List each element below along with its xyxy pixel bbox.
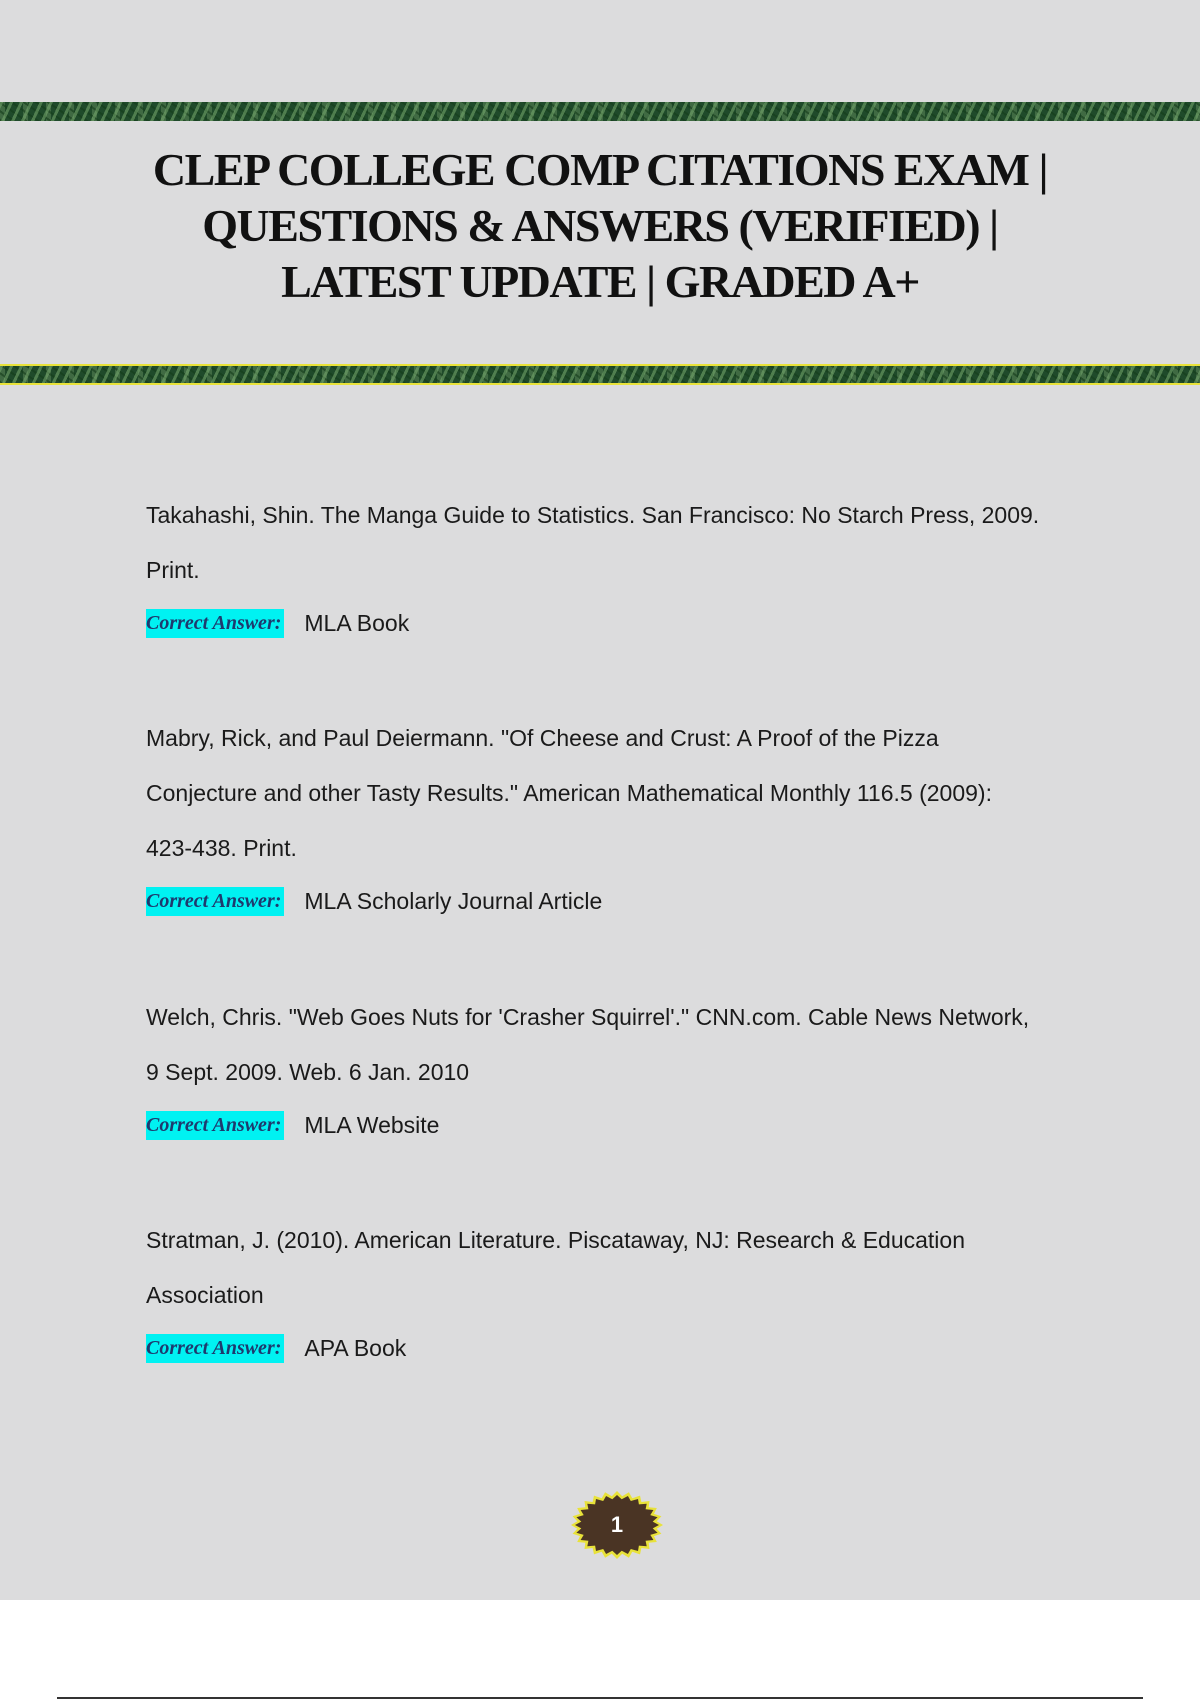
qa-item-2 [146, 711, 1106, 926]
answer-row [146, 876, 1106, 926]
correct-answer-label: Correct Answer: [146, 1334, 284, 1363]
correct-answer-label: Correct Answer: [146, 887, 284, 916]
question-line: Welch, Chris. "Web Goes Nuts for 'Crasher Squirrel'." CNN.com. Cable News Network, [146, 1004, 1030, 1030]
correct-answer-label: Correct Answer: [146, 609, 284, 638]
page-number-badge [570, 1490, 664, 1560]
question-text [146, 1213, 1106, 1323]
answer-row [146, 1323, 1106, 1373]
title-line: LATEST UPDATE | GRADED A+ [281, 256, 919, 307]
header-decorative-band-bottom [0, 364, 1200, 385]
question-line: Stratman, J. (2010). American Literature. Piscataway, NJ: Research & Education [146, 1227, 965, 1253]
correct-answer-label: Correct Answer: [146, 1111, 284, 1140]
qa-item-3 [146, 990, 1106, 1150]
header-decorative-band-top [0, 102, 1200, 121]
answer-row [146, 1100, 1106, 1150]
answer-row [146, 598, 1106, 648]
footer-divider [57, 1697, 1143, 1699]
question-line: 9 Sept. 2009. Web. 6 Jan. 2010 [146, 1059, 470, 1085]
question-line: Print. [146, 557, 200, 583]
qa-item-1 [146, 488, 1106, 648]
title-line: CLEP COLLEGE COMP CITATIONS EXAM | [152, 144, 1048, 195]
qa-item-4 [146, 1213, 1106, 1373]
question-line: Association [146, 1282, 264, 1308]
question-text [146, 711, 1106, 876]
page-number: 1 [610, 1512, 624, 1537]
question-line: 423-438. Print. [146, 835, 297, 861]
document-title [60, 142, 1140, 310]
question-line: Takahashi, Shin. The Manga Guide to Statistics. San Francisco: No Starch Press, 2009. [146, 502, 1040, 528]
answer-text: MLA Website [304, 1111, 440, 1138]
answer-text: MLA Book [304, 609, 410, 636]
question-line: Mabry, Rick, and Paul Deiermann. "Of Cheese and Crust: A Proof of the Pizza [146, 725, 939, 751]
question-text [146, 488, 1106, 598]
title-line: QUESTIONS & ANSWERS (VERIFIED) | [202, 200, 998, 251]
question-text [146, 990, 1106, 1100]
answer-text: APA Book [304, 1334, 407, 1361]
question-line: Conjecture and other Tasty Results." American Mathematical Monthly 116.5 (2009): [146, 780, 992, 806]
answer-text: MLA Scholarly Journal Article [304, 887, 603, 914]
